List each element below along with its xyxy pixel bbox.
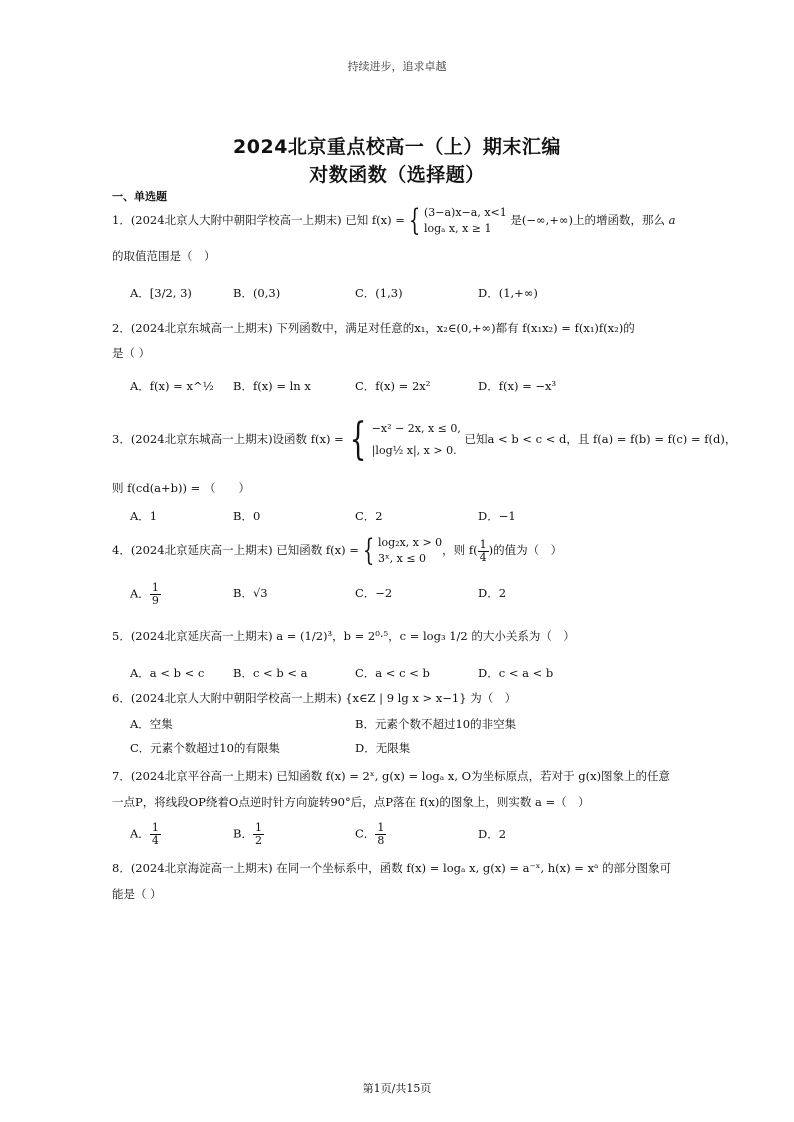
question-1-line1 [112,205,675,237]
question-4: 4．(2024北京延庆高一上期末) 已知函数 f(x) = { log₂x, x > 0 3ˣ, x ≤ 0，则 f( $\frac{1}{4}$ )的值为（ ） [112,533,563,568]
question-3-line1 [112,414,737,465]
q3-prefix: 3．(2024北京东城高一上期末)设函数 f(x) = [112,432,344,446]
q7-b-num: 1 [254,821,262,834]
q6-option-b: B．元素个数不超过10的非空集 [355,717,517,731]
q1-case1: (3−a)x−a, x<1 [423,206,507,219]
q4-option-a [130,582,161,607]
q3-option-c: C．2 [355,509,383,523]
q4-case1: log₂x, x > 0 [377,536,443,549]
q3-case1: −x² − 2x, x ≤ 0, [371,422,461,435]
question-8-line1: 8．(2024北京海淀高一上期末) 在同一个坐标系中，函数 f(x) = logₐ x, g(x) = a⁻ˣ, h(x) = xᵃ 的部分图象可 [112,861,672,875]
q4-prefix: 4．(2024北京延庆高一上期末) 已知函数 f(x) = [112,543,359,557]
q7-option-a [130,822,161,847]
q4-mid: ，则 f [442,543,474,557]
q1-case2: logₐ x, x ≥ 1 [423,222,492,235]
q2-option-a: A．f(x) = x^½ [130,379,214,393]
q1-suffix: 是(−∞,+∞)上的增函数，那么 [510,213,665,227]
q7-option-c-fraction [375,822,386,847]
page-footer: 第1页/共15页 [362,1082,432,1095]
q7-a-den: 4 [151,834,159,847]
q4-cases [378,535,442,567]
q4-frac-num: 1 [479,537,487,551]
q7-b-den: 2 [254,834,262,847]
q4-frac-den: 4 [479,550,487,564]
q6-option-c: C．元素个数超过10的有限集 [130,741,280,755]
q3-case2: |log½ x|, x > 0. [371,444,457,457]
q7-c-den: 8 [377,834,385,847]
q7-option-b-label: B． [233,826,253,841]
question-6: 6．(2024北京人大附中朝阳学校高一上期末) {x∈Z | 9 lg x > x−1} 为（ ） [112,691,517,705]
q6-option-d: D．无限集 [355,741,411,755]
q7-option-a-fraction [150,822,161,847]
q7-option-a-label: A． [130,826,150,841]
q4-option-c: C．−2 [355,586,393,600]
q4-option-a-fraction [150,582,161,607]
q4-option-b: B．√3 [233,586,268,600]
page-header: 持续进步，追求卓越 [347,60,447,73]
q7-c-num: 1 [377,821,385,834]
q2-option-b: B．f(x) = ln x [233,379,311,393]
q1-cases [424,205,507,237]
question-2-line1: 2．(2024北京东城高一上期末) 下列函数中，满足对任意的x₁，x₂∈(0,+∞)都有 f(x₁x₂) = f(x₁)f(x₂)的 [112,321,635,335]
q4-case2: 3ˣ, x ≤ 0 [377,552,427,565]
q1-prefix: 1．(2024北京人大附中朝阳学校高一上期末) 已知 [112,213,369,227]
q6-option-a: A．空集 [130,717,173,731]
section-heading: 一、单选题 [112,190,167,203]
q4-opta-num: 1 [151,581,159,594]
question-3-line2: 则 f(cd(a+b)) = （ ） [112,481,250,495]
question-7-line1: 7．(2024北京平谷高一上期末) 已知函数 f(x) = 2ˣ, g(x) = logₐ x, O为坐标原点，若对于 g(x)图象上的任意 [112,769,671,783]
question-5: 5．(2024北京延庆高一上期末) a = (1/2)³，b = 2⁰·⁵，c = log₃ 1/2 的大小关系为（ ） [112,629,575,643]
q5-option-a: A．a < b < c [130,666,205,680]
q7-option-b-fraction [253,822,264,847]
q1-option-c: C．(1,3) [355,286,403,300]
question-2-line2: 是（ ） [112,346,151,360]
question-7-line2: 一点P，将线段OP绕着O点逆时针方向旋转90°后，点P落在 f(x)的图象上，则实数 a =（ ） [112,795,590,809]
brace-icon: { [408,203,421,238]
question-1-line2: 的取值范围是（ ） [112,249,216,263]
q1-option-a: A．[3/2, 3) [130,286,192,300]
q7-option-c [355,822,386,847]
q3-option-a: A．1 [130,509,158,523]
q3-suffix: 已知a < b < c < d，且 f(a) = f(b) = f(c) = f(d)， [464,432,737,446]
q7-option-b [233,822,264,847]
q1-fx: f(x) = [371,213,405,227]
question-8-line2: 能是（ ） [112,887,162,901]
q4-option-a-label: A． [130,586,150,601]
q7-option-c-label: C． [355,826,376,841]
q2-option-c: C．f(x) = 2x² [355,379,431,393]
q1-option-d: D．(1,+∞) [478,286,538,300]
q4-fraction [478,539,489,564]
q2-option-d: D．f(x) = −x³ [478,379,557,393]
q1-var: a [668,213,676,227]
q5-option-c: C．a < c < b [355,666,430,680]
page-title: 2024北京重点校高一（上）期末汇编 [233,136,561,158]
q4-option-d: D．2 [478,586,507,600]
q1-option-b: B．(0,3) [233,286,281,300]
q7-a-num: 1 [151,821,159,834]
brace-icon: { [362,533,375,568]
brace-icon: { [349,414,367,465]
q5-option-b: B．c < b < a [233,666,308,680]
q4-suffix: 的值为（ ） [493,543,563,557]
q3-option-b: B．0 [233,509,261,523]
q4-opta-den: 9 [151,594,159,607]
q7-option-d: D．2 [478,827,507,841]
q5-option-d: D．c < a < b [478,666,554,680]
page-subtitle: 对数函数（选择题） [309,164,485,186]
q3-option-d: D．−1 [478,509,516,523]
q3-cases [372,418,461,462]
